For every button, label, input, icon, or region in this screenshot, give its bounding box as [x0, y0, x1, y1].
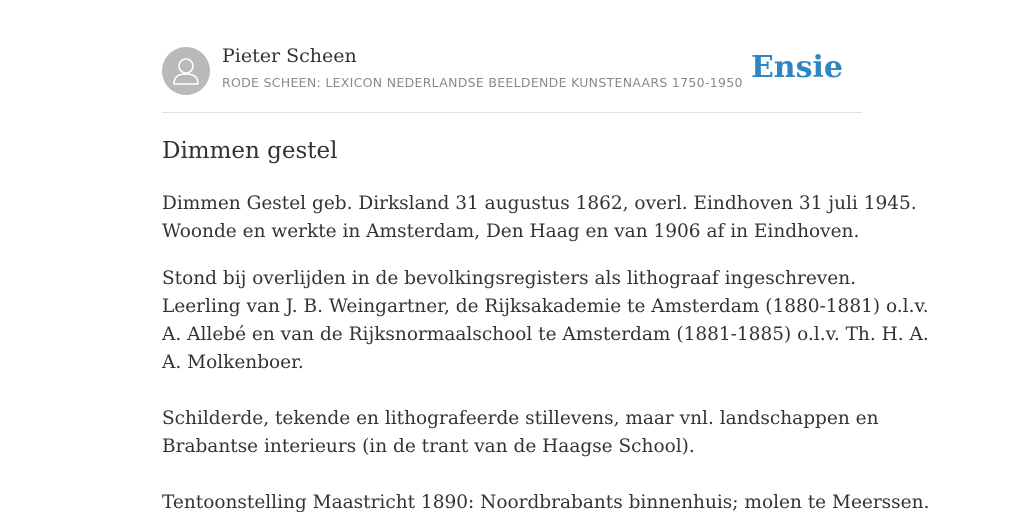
source-link[interactable]: RODE SCHEEN: LEXICON NEDERLANDSE BEELDENDE KUNSTENAARS 1750-1950 — [222, 75, 743, 90]
paragraph-4 — [162, 489, 930, 512]
article-title: Dimmen gestel — [162, 138, 338, 164]
author-name-link[interactable]: Pieter Scheen — [222, 45, 357, 67]
article-container — [162, 0, 930, 512]
text-line: Stond bij overlijden in de bevolkingsregisters als lithograaf ingeschreven. — [162, 268, 856, 289]
paragraph-3 — [162, 405, 879, 461]
text-line: Schilderde, tekende en lithografeerde stillevens, maar vnl. landschappen en — [162, 408, 879, 429]
text-line: Dimmen Gestel geb. Dirksland 31 augustus 1862, overl. Eindhoven 31 juli 1945. — [162, 193, 917, 214]
text-line: A. Allebé en van de Rijksnormaalschool te Amsterdam (1881-1885) o.l.v. Th. H. A. — [162, 324, 929, 345]
article-header — [162, 0, 862, 113]
text-line: Tentoonstelling Maastricht 1890: Noordbrabants binnenhuis; molen te Meerssen. — [162, 492, 930, 512]
article-body — [162, 190, 930, 512]
paragraph-2 — [162, 265, 929, 377]
text-line: Brabantse interieurs (in de trant van de Haagse School). — [162, 436, 695, 457]
author-avatar[interactable] — [162, 47, 210, 95]
ensie-logo-link[interactable]: Ensie — [750, 50, 843, 85]
text-line: Leerling van J. B. Weingartner, de Rijksakademie te Amsterdam (1880-1881) o.l.v. — [162, 296, 929, 317]
text-line: A. Molkenboer. — [162, 352, 304, 373]
text-line: Woonde en werkte in Amsterdam, Den Haag en van 1906 af in Eindhoven. — [162, 221, 860, 242]
user-icon — [162, 47, 210, 95]
paragraph-1 — [162, 190, 917, 246]
